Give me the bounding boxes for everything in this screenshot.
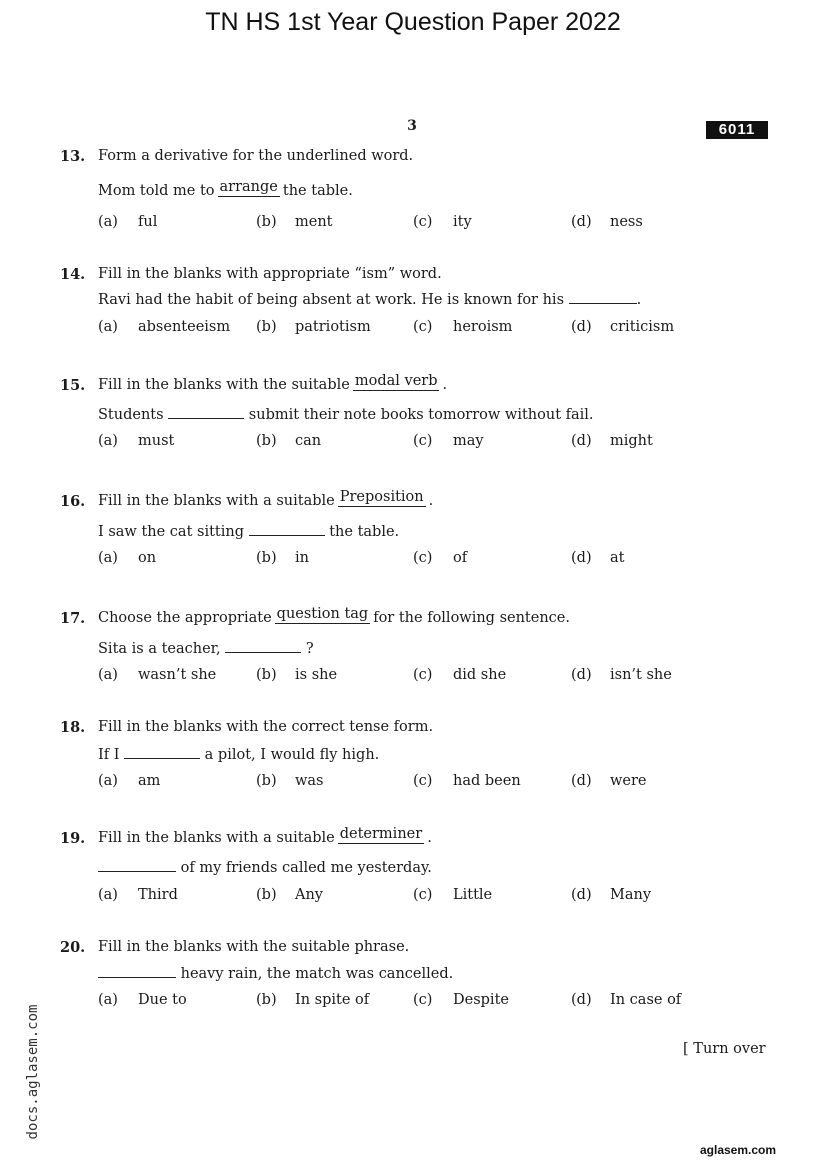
- instruction-text: Choose the appropriate: [98, 610, 272, 626]
- instruction-text: Fill in the blanks with the suitable: [98, 377, 350, 393]
- option-c-text: Little: [453, 887, 493, 903]
- option-c-text: did she: [453, 667, 507, 683]
- option-a-text: Third: [138, 887, 178, 903]
- option-a-label: (a): [98, 433, 118, 449]
- option-a-label: (a): [98, 667, 118, 683]
- option-c-label: (c): [413, 214, 433, 230]
- option-d-label: (d): [571, 550, 592, 566]
- option-d-label: (d): [571, 214, 592, 230]
- option-d-label: (d): [571, 319, 592, 335]
- option-c-label: (c): [413, 433, 433, 449]
- turn-over-note: [ Turn over: [683, 1041, 766, 1057]
- sentence-text: the table.: [282, 183, 353, 199]
- option-c-label: (c): [413, 992, 433, 1008]
- sentence-text: Sita is a teacher,: [98, 641, 221, 657]
- question-instruction: [98, 826, 432, 848]
- instruction-text: .: [427, 830, 432, 846]
- sentence-text: Students: [98, 407, 164, 423]
- sentence-text: .: [636, 292, 642, 308]
- sentence-text: Mom told me to: [98, 183, 215, 199]
- option-d-text: In case of: [610, 992, 682, 1008]
- option-a-text: Due to: [138, 992, 187, 1008]
- option-d-label: (d): [571, 887, 592, 903]
- answer-blank: [168, 418, 244, 419]
- option-b-label: (b): [256, 550, 277, 566]
- option-c-label: (c): [413, 887, 433, 903]
- question-number: 17.: [60, 610, 86, 627]
- option-c-label: (c): [413, 550, 433, 566]
- option-c-text: may: [453, 433, 484, 449]
- option-b-label: (b): [256, 773, 277, 789]
- question-sentence: [98, 860, 432, 876]
- option-b-label: (b): [256, 319, 277, 335]
- question-number: 19.: [60, 830, 86, 847]
- option-c-text: of: [453, 550, 468, 566]
- option-a-label: (a): [98, 319, 118, 335]
- option-a-text: must: [138, 433, 175, 449]
- question-instruction: Fill in the blanks with appropriate “ism” word.: [98, 266, 442, 282]
- sentence-text: ?: [305, 641, 314, 657]
- instruction-text: Fill in the blanks with a suitable: [98, 493, 335, 509]
- option-b-text: in: [295, 550, 309, 566]
- question-sentence: [98, 407, 594, 423]
- option-b-label: (b): [256, 433, 277, 449]
- option-b-label: (b): [256, 992, 277, 1008]
- answer-blank: [124, 758, 200, 759]
- question-instruction: Fill in the blanks with the correct tense form.: [98, 719, 434, 735]
- option-c-text: Despite: [453, 992, 509, 1008]
- instruction-text: .: [428, 493, 434, 509]
- option-a-label: (a): [98, 773, 118, 789]
- option-b-text: In spite of: [295, 992, 370, 1008]
- option-a-label: (a): [98, 214, 118, 230]
- option-b-text: patriotism: [295, 319, 371, 335]
- option-d-text: were: [610, 773, 647, 789]
- answer-blank: [225, 652, 301, 653]
- question-instruction: [98, 489, 434, 511]
- option-c-label: (c): [413, 773, 433, 789]
- option-a-text: absenteeism: [138, 319, 231, 335]
- option-d-label: (d): [571, 433, 592, 449]
- option-a-label: (a): [98, 992, 118, 1008]
- question-number: 13.: [60, 148, 86, 165]
- option-b-text: can: [295, 433, 322, 449]
- sentence-text: I saw the cat sitting: [98, 524, 244, 540]
- footer-brand: aglasem.com: [700, 1143, 777, 1157]
- sentence-text: heavy rain, the match was cancelled.: [180, 966, 454, 982]
- option-c-label: (c): [413, 667, 433, 683]
- option-d-text: criticism: [610, 319, 675, 335]
- option-a-text: on: [138, 550, 157, 566]
- sentence-text: the table.: [329, 524, 400, 540]
- instruction-text: Fill in the blanks with a suitable: [98, 830, 335, 846]
- sentence-text: If I: [98, 747, 120, 763]
- question-sentence: [98, 641, 314, 657]
- option-d-text: isn’t she: [610, 667, 672, 683]
- option-a-text: wasn’t she: [138, 667, 217, 683]
- question-instruction: Fill in the blanks with the suitable phrase.: [98, 939, 410, 955]
- option-a-text: am: [138, 773, 161, 789]
- underlined-word: arrange: [219, 179, 278, 195]
- option-c-text: heroism: [453, 319, 513, 335]
- question-sentence: [98, 966, 453, 982]
- option-c-text: had been: [453, 773, 521, 789]
- option-a-label: (a): [98, 887, 118, 903]
- sentence-text: submit their note books tomorrow without fail.: [248, 407, 594, 423]
- option-d-text: at: [610, 550, 625, 566]
- question-number: 18.: [60, 719, 86, 736]
- question-sentence: [98, 747, 379, 763]
- option-c-text: ity: [453, 214, 472, 230]
- question-instruction: [98, 606, 570, 628]
- question-instruction: [98, 373, 448, 395]
- instruction-text: .: [442, 377, 448, 393]
- option-b-text: ment: [295, 214, 333, 230]
- option-d-label: (d): [571, 667, 592, 683]
- sentence-text: Ravi had the habit of being absent at work. He is known for his: [98, 292, 565, 308]
- option-c-label: (c): [413, 319, 433, 335]
- question-number: 14.: [60, 266, 86, 283]
- option-d-text: Many: [610, 887, 652, 903]
- answer-blank: [98, 871, 176, 872]
- option-b-label: (b): [256, 667, 277, 683]
- question-number: 15.: [60, 377, 86, 394]
- answer-blank: [98, 977, 176, 978]
- page-title: TN HS 1st Year Question Paper 2022: [205, 8, 621, 36]
- option-d-text: might: [610, 433, 653, 449]
- option-b-text: was: [295, 773, 324, 789]
- answer-blank: [569, 303, 637, 304]
- side-watermark: docs.aglasem.com: [25, 1004, 41, 1140]
- underlined-term: determiner: [339, 826, 423, 842]
- sentence-text: a pilot, I would fly high.: [204, 747, 380, 763]
- paper-code-badge: 6011: [706, 121, 768, 139]
- option-b-label: (b): [256, 887, 277, 903]
- instruction-text: for the following sentence.: [373, 610, 570, 626]
- option-d-label: (d): [571, 992, 592, 1008]
- sentence-text: of my friends called me yesterday.: [180, 860, 432, 876]
- answer-blank: [249, 535, 325, 536]
- page-number: 3: [407, 118, 417, 134]
- question-number: 16.: [60, 493, 86, 510]
- option-b-label: (b): [256, 214, 277, 230]
- question-number: 20.: [60, 939, 86, 956]
- option-d-label: (d): [571, 773, 592, 789]
- option-a-label: (a): [98, 550, 118, 566]
- question-sentence: [98, 179, 353, 201]
- option-b-text: Any: [295, 887, 324, 903]
- question-instruction: Form a derivative for the underlined word.: [98, 148, 414, 164]
- question-sentence: [98, 524, 399, 540]
- underlined-term: question tag: [276, 606, 369, 622]
- question-sentence: [98, 292, 641, 308]
- option-d-text: ness: [610, 214, 643, 230]
- underlined-term: modal verb: [354, 373, 438, 389]
- option-b-text: is she: [295, 667, 338, 683]
- option-a-text: ful: [138, 214, 158, 230]
- underlined-term: Preposition: [339, 489, 424, 505]
